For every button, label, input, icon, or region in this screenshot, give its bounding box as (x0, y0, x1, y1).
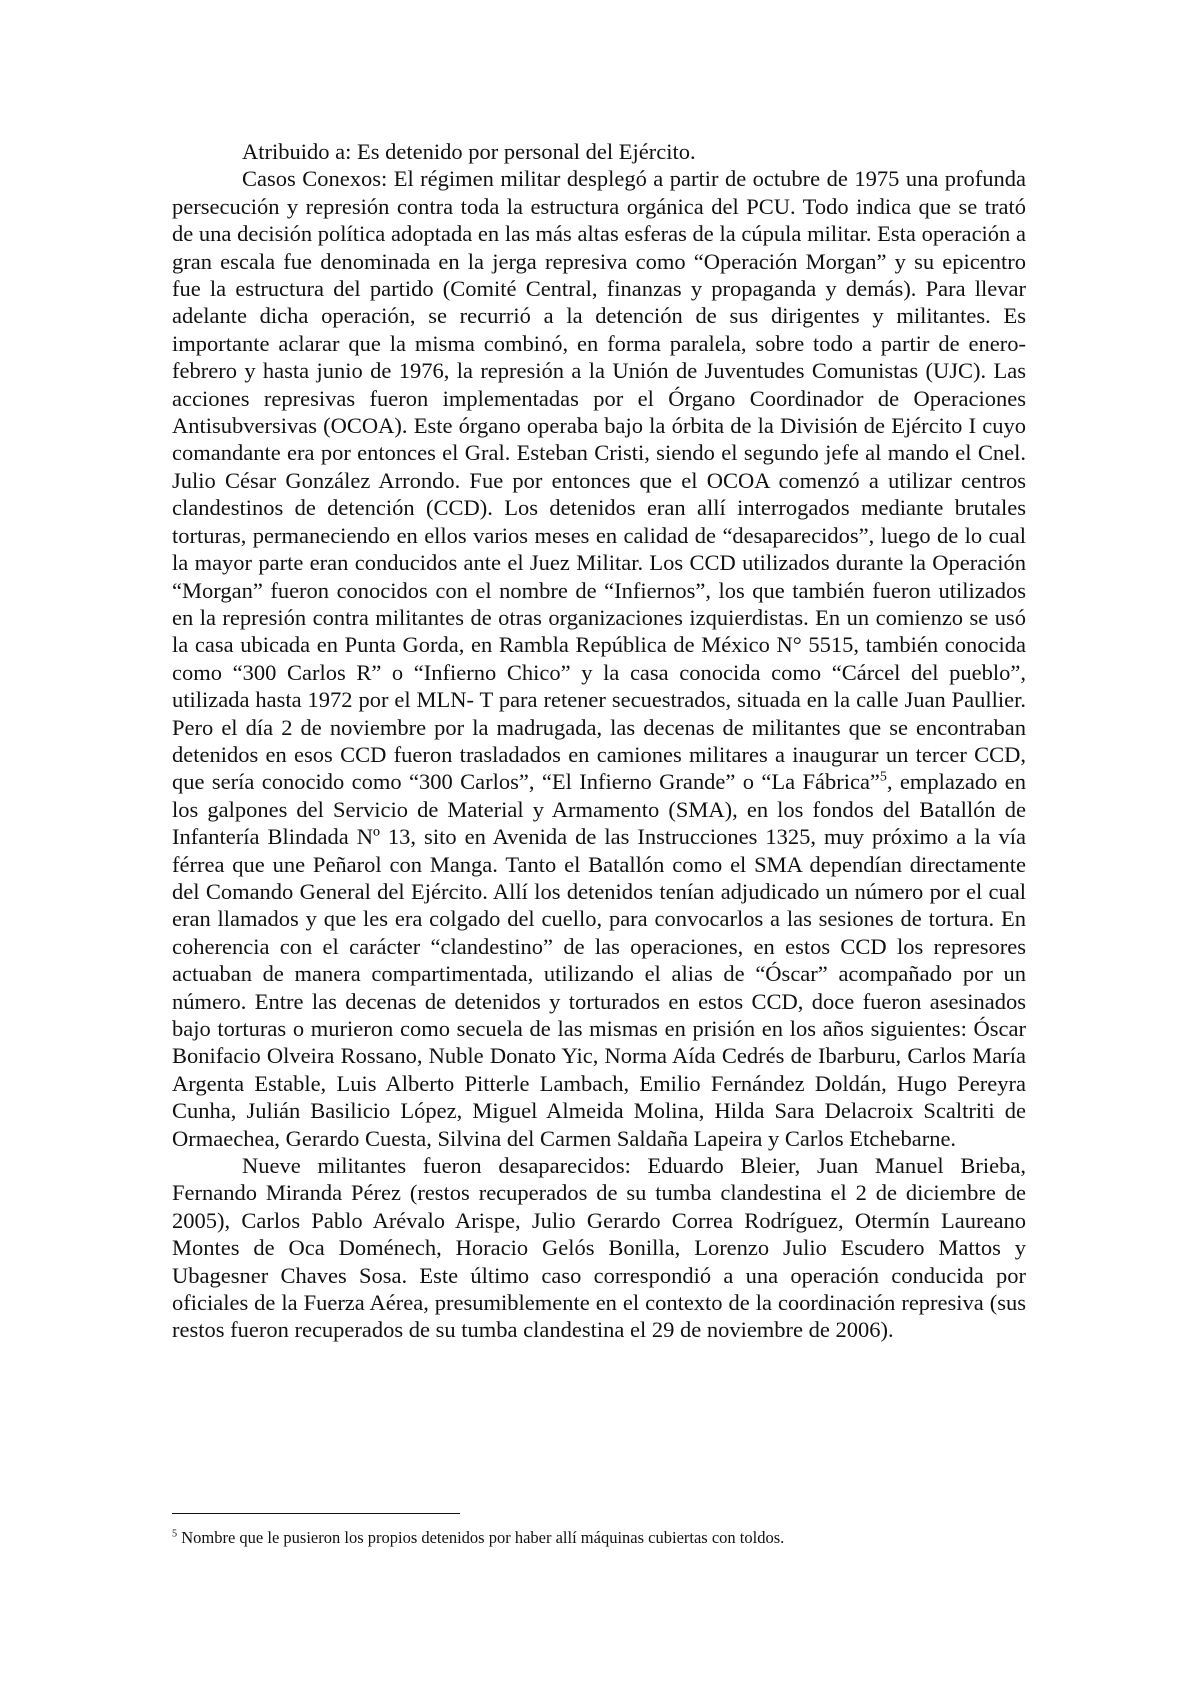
body-text (172, 138, 1026, 1344)
footnote-separator (172, 1513, 460, 1514)
casos-conexos-text-part-2: , emplazado en los galpones del Servicio de Material y Armamento (SMA), en los fondos del Batallón de Infantería Blindada Nº 13, sito en Avenida de las Instrucciones 1325, muy próximo a la vía férrea que une Peñarol con Manga. Tanto el Batallón como el SMA dependían directamente del Comando General del Ejército. Allí los detenidos tenían adjudicado un número por el cual eran llamados y que les era colgado del cuello, para convocarlos a las sesiones de tortura. En coherencia con el carácter “clandestino” de las operaciones, en estos CCD los represores actuaban de manera compartimentada, utilizando el alias de “Óscar” acompañado por un número. Entre las decenas de detenidos y torturados en estos CCD, doce fueron asesinados bajo torturas o murieron como secuela de las mismas en prisión en los años siguientes: Óscar Bonifacio Olveira Rossano, Nuble Donato Yic, Norma Aída Cedrés de Ibarburu, Carlos María Argenta Estable, Luis Alberto Pitterle Lambach, Emilio Fernández Doldán, Hugo Pereyra Cunha, Julián Basilicio López, Miguel Almeida Molina, Hilda Sara Delacroix Scaltriti de Ormaechea, Gerardo Cuesta, Silvina del Carmen Saldaña Lapeira y Carlos Etchebarne. (172, 769, 1026, 1151)
footnote-number: 5 (172, 1528, 178, 1540)
paragraph-atribuido-text: Atribuido a: Es detenido por personal del Ejército. (242, 139, 696, 164)
paragraph-desaparecidos (172, 1152, 1026, 1344)
casos-conexos-text-part-1: Casos Conexos: El régimen militar desplegó a partir de octubre de 1975 una profunda persecución y represión contra toda la estructura orgánica del PCU. Todo indica que se trató de una decisión política adoptada en las más altas esferas de la cúpula militar. Esta operación a gran escala fue denominada en la jerga represiva como “Operación Morgan” y su epicentro fue la estructura del partido (Comité Central, finanzas y propaganda y demás). Para llevar adelante dicha operación, se recurrió a la detención de sus dirigentes y militantes. Es importante aclarar que la misma combinó, en forma paralela, sobre todo a partir de enero-febrero y hasta junio de 1976, la represión a la Unión de Juventudes Comunistas (UJC). Las acciones represivas fueron implementadas por el Órgano Coordinador de Operaciones Antisubversivas (OCOA). Este órgano operaba bajo la órbita de la División de Ejército I cuyo comandante era por entonces el Gral. Esteban Cristi, siendo el segundo jefe al mando el Cnel. Julio César González Arrondo. Fue por entonces que el OCOA comenzó a utilizar centros clandestinos de detención (CCD). Los detenidos eran allí interrogados mediante brutales torturas, permaneciendo en ellos varios meses en calidad de “desaparecidos”, luego de lo cual la mayor parte eran conducidos ante el Juez Militar. Los CCD utilizados durante la Operación “Morgan” fueron conocidos con el nombre de “Infiernos”, los que también fueron utilizados en la represión contra militantes de otras organizaciones izquierdistas. En un comienzo se usó la casa ubicada en Punta Gorda, en Rambla República de México N° 5515, también conocida como “300 Carlos R” o “Infierno Chico” y la casa conocida como “Cárcel del pueblo”, utilizada hasta 1972 por el MLN- T para retener secuestrados, situada en la calle Juan Paullier. Pero el día 2 de noviembre por la madrugada, las decenas de militantes que se encontraban detenidos en esos CCD fueron trasladados en camiones militares a inaugurar un tercer CCD, que sería conocido como “300 Carlos”, “El Infierno Grande” o “La Fábrica” (172, 166, 1026, 795)
footnote-text: Nombre que le pusieron los propios detenidos por haber allí máquinas cubiertas con toldos. (181, 1528, 785, 1547)
paragraph-atribuido (172, 138, 1026, 165)
footnote-reference: 5 (879, 769, 887, 785)
footnote (172, 1528, 1026, 1548)
paragraph-casos-conexos (172, 165, 1026, 1152)
paragraph-desaparecidos-text: Nueve militantes fueron desaparecidos: Eduardo Bleier, Juan Manuel Brieba, Fernando Miranda Pérez (restos recuperados de su tumba clandestina el 2 de diciembre de 2005), Carlos Pablo Arévalo Arispe, Julio Gerardo Correa Rodríguez, Otermín Laureano Montes de Oca Doménech, Horacio Gelós Bonilla, Lorenzo Julio Escudero Mattos y Ubagesner Chaves Sosa. Este último caso correspondió a una operación conducida por oficiales de la Fuerza Aérea, presumiblemente en el contexto de la coordinación represiva (sus restos fueron recuperados de su tumba clandestina el 29 de noviembre de 2006). (172, 1153, 1026, 1343)
